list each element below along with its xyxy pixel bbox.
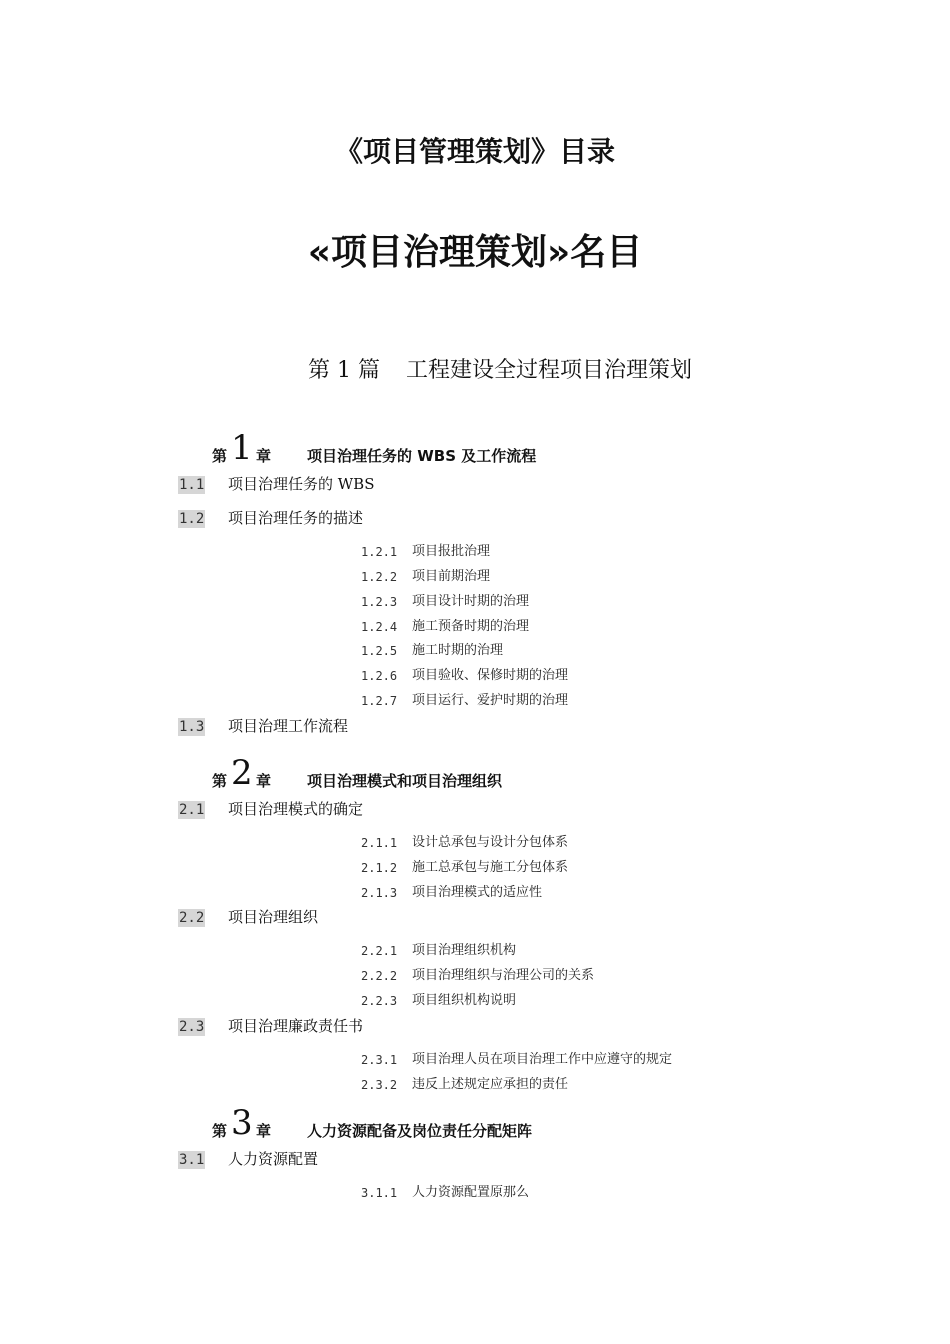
toc-subsection-entry	[361, 1075, 569, 1095]
subsection-title: 违反上述规定应承担的责任	[412, 1077, 569, 1092]
section-number: 2.3	[179, 1019, 205, 1035]
chapter-title: 项目治理任务的 WBS 及工作流程	[307, 447, 537, 465]
document-subtitle: «项目治理策划»名目	[307, 232, 643, 273]
chapter-title: 项目治理模式和项目治理组织	[307, 772, 503, 790]
toc-section-entry	[178, 1014, 364, 1038]
chapter-suffix: 章	[256, 447, 272, 465]
subsection-number: 1.2.1	[361, 545, 398, 559]
subsection-number: 2.2.1	[361, 944, 398, 958]
subsection-number: 2.1.2	[361, 861, 398, 875]
toc-subsection-entry	[361, 666, 569, 686]
subsection-number: 1.2.2	[361, 570, 398, 584]
toc-subsection-entry	[361, 1183, 530, 1203]
chapter-prefix: 第	[212, 772, 228, 790]
chapter-number: 2	[231, 753, 253, 793]
toc-subsection-entry	[361, 542, 491, 562]
subsection-number: 2.3.2	[361, 1078, 398, 1092]
section-number: 3.1	[179, 1152, 205, 1168]
subsection-title: 施工时期的治理	[412, 643, 504, 658]
toc-subsection-entry	[361, 991, 517, 1011]
subsection-number: 1.2.6	[361, 669, 398, 683]
subsection-number: 1.2.7	[361, 694, 398, 708]
section-number: 1.3	[179, 719, 205, 735]
toc-section-entry	[178, 506, 364, 530]
section-number: 2.2	[179, 910, 205, 926]
toc-section-entry	[178, 472, 375, 496]
subsection-title: 设计总承包与设计分包体系	[412, 835, 569, 850]
section-title: 项目治理模式的确定	[228, 800, 364, 818]
chapter-prefix: 第	[212, 1122, 228, 1140]
subsection-title: 人力资源配置原那么	[412, 1185, 530, 1200]
toc-subsection-entry	[361, 592, 530, 612]
subsection-title: 项目治理组织机构	[412, 943, 517, 958]
section-title: 项目治理廉政责任书	[228, 1017, 364, 1035]
toc-subsection-entry	[361, 858, 569, 878]
subsection-number: 2.3.1	[361, 1053, 398, 1067]
subsection-title: 项目治理人员在项目治理工作中应遵守的规定	[412, 1052, 673, 1067]
toc-subsection-entry	[361, 941, 517, 961]
subsection-title: 项目运行、爱护时期的治理	[412, 693, 569, 708]
section-number: 1.2	[179, 511, 205, 527]
subsection-number: 1.2.3	[361, 595, 398, 609]
subsection-number: 2.1.1	[361, 836, 398, 850]
subsection-title: 项目前期治理	[412, 569, 491, 584]
section-title: 项目治理任务的 WBS	[228, 475, 375, 493]
document-title: 《项目管理策划》目录	[334, 135, 615, 168]
subsection-title: 项目验收、保修时期的治理	[412, 668, 569, 683]
subsection-title: 项目治理组织与治理公司的关系	[412, 968, 595, 983]
section-number: 2.1	[179, 802, 205, 818]
toc-subsection-entry	[361, 617, 530, 637]
section-title: 人力资源配置	[228, 1150, 319, 1168]
subsection-number: 3.1.1	[361, 1186, 398, 1200]
toc-subsection-entry	[361, 567, 491, 587]
toc-subsection-entry	[361, 1050, 673, 1070]
subsection-title: 项目设计时期的治理	[412, 594, 530, 609]
subsection-title: 施工预备时期的治理	[412, 619, 530, 634]
toc-section-entry	[178, 1147, 319, 1171]
toc-subsection-entry	[361, 641, 504, 661]
toc-section-entry	[178, 797, 364, 821]
chapter-suffix: 章	[256, 1122, 272, 1140]
subsection-number: 2.1.3	[361, 886, 398, 900]
part-heading	[308, 354, 692, 388]
toc-subsection-entry	[361, 883, 543, 903]
subsection-number: 1.2.5	[361, 644, 398, 658]
subsection-title: 项目治理模式的适应性	[412, 885, 543, 900]
part-title: 工程建设全过程项目治理策划	[405, 358, 692, 383]
toc-subsection-entry	[361, 833, 569, 853]
part-label: 第 1 篇	[308, 358, 380, 383]
subsection-title: 施工总承包与施工分包体系	[412, 860, 569, 875]
toc-subsection-entry	[361, 691, 569, 711]
subsection-title: 项目组织机构说明	[412, 993, 517, 1008]
chapter-number: 3	[231, 1103, 253, 1143]
section-title: 项目治理组织	[228, 908, 319, 926]
subsection-number: 2.2.2	[361, 969, 398, 983]
toc-subsection-entry	[361, 966, 595, 986]
subsection-number: 1.2.4	[361, 620, 398, 634]
section-title: 项目治理任务的描述	[228, 509, 364, 527]
subsection-title: 项目报批治理	[412, 544, 491, 559]
chapter-number: 1	[231, 428, 253, 468]
chapter-suffix: 章	[256, 772, 272, 790]
chapter-prefix: 第	[212, 447, 228, 465]
toc-section-entry	[178, 905, 319, 929]
chapter-title: 人力资源配备及岗位责任分配矩阵	[307, 1122, 533, 1140]
subsection-number: 2.2.3	[361, 994, 398, 1008]
section-title: 项目治理工作流程	[228, 717, 349, 735]
section-number: 1.1	[179, 477, 205, 493]
toc-section-entry	[178, 714, 349, 738]
